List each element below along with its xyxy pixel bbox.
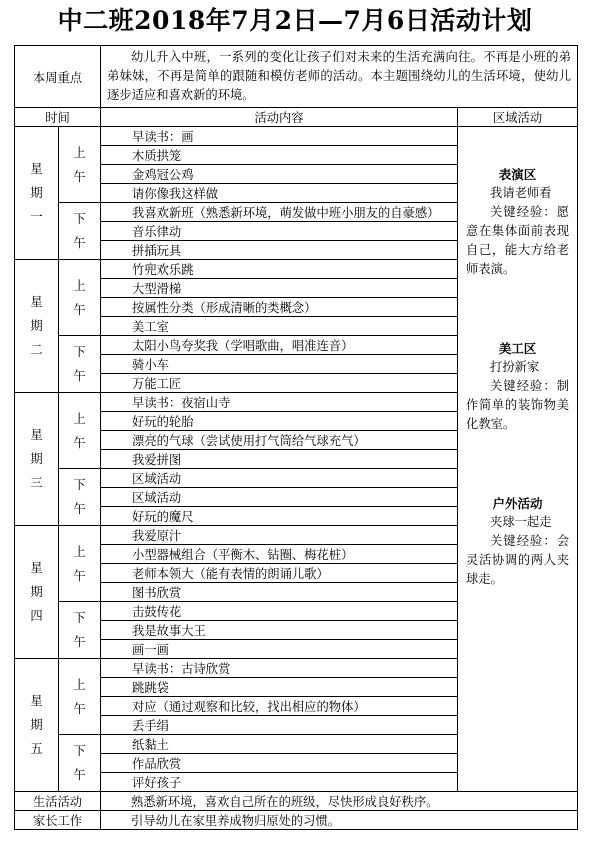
- activity-cell: 竹兜欢乐跳: [101, 260, 458, 279]
- area-activity-name: 夹球一起走: [490, 515, 552, 529]
- activity-cell: 大型滑梯: [101, 279, 458, 298]
- parent-row: [15, 811, 578, 830]
- vertical-char: 下: [73, 744, 86, 758]
- pm-label: [59, 602, 101, 659]
- activity-cell: 老师本领大（能有表情的朗诵儿歌）: [101, 564, 458, 583]
- vertical-char: 下: [73, 611, 86, 625]
- days-body: [15, 127, 578, 792]
- vertical-char: 午: [73, 236, 86, 250]
- vertical-char: 上: [73, 544, 86, 559]
- activity-cell: 美工室: [101, 317, 458, 336]
- area-key-experience: 关键经验：愿意在集体面前表现自己，能大方给老师表演。: [466, 205, 570, 276]
- vertical-char: 二: [30, 343, 43, 357]
- area-spacer: [466, 434, 569, 494]
- activity-cell: 好玩的魔尺: [101, 507, 458, 526]
- vertical-char: 午: [73, 169, 86, 184]
- activity-cell: 纸黏土: [101, 735, 458, 754]
- pm-label: [59, 203, 101, 260]
- am-label: [59, 260, 101, 336]
- vertical-char: 午: [73, 502, 86, 516]
- am-label: [59, 526, 101, 602]
- header-row: [15, 108, 578, 127]
- activity-cell: 区域活动: [101, 469, 458, 488]
- vertical-char: 上: [73, 411, 86, 426]
- header-time: 时间: [15, 108, 101, 127]
- vertical-char: 星: [30, 428, 43, 442]
- day-label: [15, 393, 59, 526]
- table-row: [15, 127, 578, 146]
- vertical-char: 四: [30, 609, 43, 623]
- area-spacer: [466, 133, 569, 165]
- pm-label: [59, 735, 101, 792]
- vertical-char: 上: [73, 145, 86, 160]
- am-label: [59, 127, 101, 203]
- vertical-char: 午: [73, 302, 86, 317]
- vertical-char: 午: [73, 435, 86, 450]
- vertical-char: 午: [73, 701, 86, 716]
- vertical-char: 期: [30, 718, 43, 732]
- vertical-char: 期: [30, 585, 43, 599]
- vertical-char: 五: [30, 742, 43, 756]
- activity-cell: 早读书：夜宿山寺: [101, 393, 458, 412]
- vertical-char: 星: [30, 162, 43, 176]
- activity-cell: 我喜欢新班（熟悉新环境，萌发做中班小朋友的自豪感）: [101, 203, 458, 222]
- activity-plan-table: [14, 45, 578, 830]
- activity-cell: 跳跳袋: [101, 678, 458, 697]
- focus-label: 本周重点: [15, 46, 101, 108]
- vertical-char: 期: [30, 319, 43, 333]
- vertical-char: 星: [30, 694, 43, 708]
- vertical-char: 午: [73, 635, 86, 649]
- activity-cell: 太阳小鸟夸奖我（学唱歌曲，唱准连音）: [101, 336, 458, 355]
- area-key-experience: 关键经验：会灵活协调的两人夹球走。: [466, 534, 570, 586]
- activity-cell: 木质拱笼: [101, 146, 458, 165]
- life-row: [15, 792, 578, 811]
- vertical-char: 星: [30, 295, 43, 309]
- activity-cell: 我爱原汁: [101, 526, 458, 545]
- area-activity-name: 我请老师看: [490, 186, 552, 200]
- activity-cell: 对应（通过观察和比较，找出相应的物体）: [101, 697, 458, 716]
- activity-cell: 拼插玩具: [101, 241, 458, 260]
- day-label: [15, 526, 59, 659]
- area-spacer: [466, 279, 569, 339]
- vertical-char: 午: [73, 768, 86, 782]
- activity-cell: 漂亮的气球（尝试使用打气筒给气球充气）: [101, 431, 458, 450]
- focus-row: [15, 46, 578, 108]
- vertical-char: 期: [30, 186, 43, 200]
- vertical-char: 午: [73, 369, 86, 383]
- life-label: 生活活动: [15, 792, 101, 811]
- activity-cell: 音乐律动: [101, 222, 458, 241]
- header-content: 活动内容: [101, 108, 458, 127]
- vertical-char: 午: [73, 568, 86, 583]
- activity-cell: 好玩的轮胎: [101, 412, 458, 431]
- area-activity-name: 打扮新家: [490, 360, 540, 374]
- activity-cell: 请你像我这样做: [101, 184, 458, 203]
- activity-cell: 评好孩子: [101, 773, 458, 792]
- am-label: [59, 659, 101, 735]
- vertical-char: 上: [73, 278, 86, 293]
- activity-cell: 骑小车: [101, 355, 458, 374]
- area-key-experience: 关键经验：制作简单的装饰物美化教室。: [466, 379, 570, 431]
- vertical-char: 期: [30, 452, 43, 466]
- parent-text: 引导幼儿在家里养成物归原处的习惯。: [101, 811, 578, 830]
- am-label: [59, 393, 101, 469]
- area-title: 表演区: [498, 167, 537, 182]
- vertical-char: 星: [30, 561, 43, 575]
- vertical-char: 一: [30, 210, 43, 224]
- area-title: 户外活动: [492, 496, 543, 511]
- activity-cell: 击鼓传花: [101, 602, 458, 621]
- vertical-char: 三: [30, 476, 43, 490]
- parent-label: 家长工作: [15, 811, 101, 830]
- activity-cell: 作品欣赏: [101, 754, 458, 773]
- pm-label: [59, 336, 101, 393]
- activity-cell: 丢手绢: [101, 716, 458, 735]
- activity-cell: 按属性分类（形成清晰的类概念）: [101, 298, 458, 317]
- activity-cell: 小型器械组合（平衡木、钻圈、梅花桩）: [101, 545, 458, 564]
- area-title: 美工区: [498, 341, 537, 356]
- activity-cell: 金鸡冠公鸡: [101, 165, 458, 184]
- header-area: 区域活动: [458, 108, 578, 127]
- page-title: 中二班2018年7月2日—7月6日活动计划: [57, 6, 533, 35]
- activity-cell: 早读书：画: [101, 127, 458, 146]
- vertical-char: 下: [73, 478, 86, 492]
- activity-cell: 我是故事大王: [101, 621, 458, 640]
- activity-cell: 早读书：古诗欣赏: [101, 659, 458, 678]
- activity-cell: 画一画: [101, 640, 458, 659]
- day-label: [15, 659, 59, 792]
- vertical-char: 上: [73, 677, 86, 692]
- day-label: [15, 260, 59, 393]
- activity-cell: 我爱拼图: [101, 450, 458, 469]
- vertical-char: 下: [73, 212, 86, 226]
- focus-text: 幼儿升入中班，一系列的变化让孩子们对未来的生活充满向往。不再是小班的弟弟妹妹，不再是简单的跟随和模仿老师的活动。本主题围绕幼儿的生活环境，使幼儿逐步适应和喜欢新的环境。: [101, 46, 578, 108]
- area-activities-cell: [458, 127, 578, 792]
- activity-cell: 万能工匠: [101, 374, 458, 393]
- activity-cell: 图书欣赏: [101, 583, 458, 602]
- vertical-char: 下: [73, 345, 86, 359]
- activity-cell: 区域活动: [101, 488, 458, 507]
- life-text: 熟悉新环境，喜欢自己所在的班级，尽快形成良好秩序。: [101, 792, 578, 811]
- pm-label: [59, 469, 101, 526]
- day-label: [15, 127, 59, 260]
